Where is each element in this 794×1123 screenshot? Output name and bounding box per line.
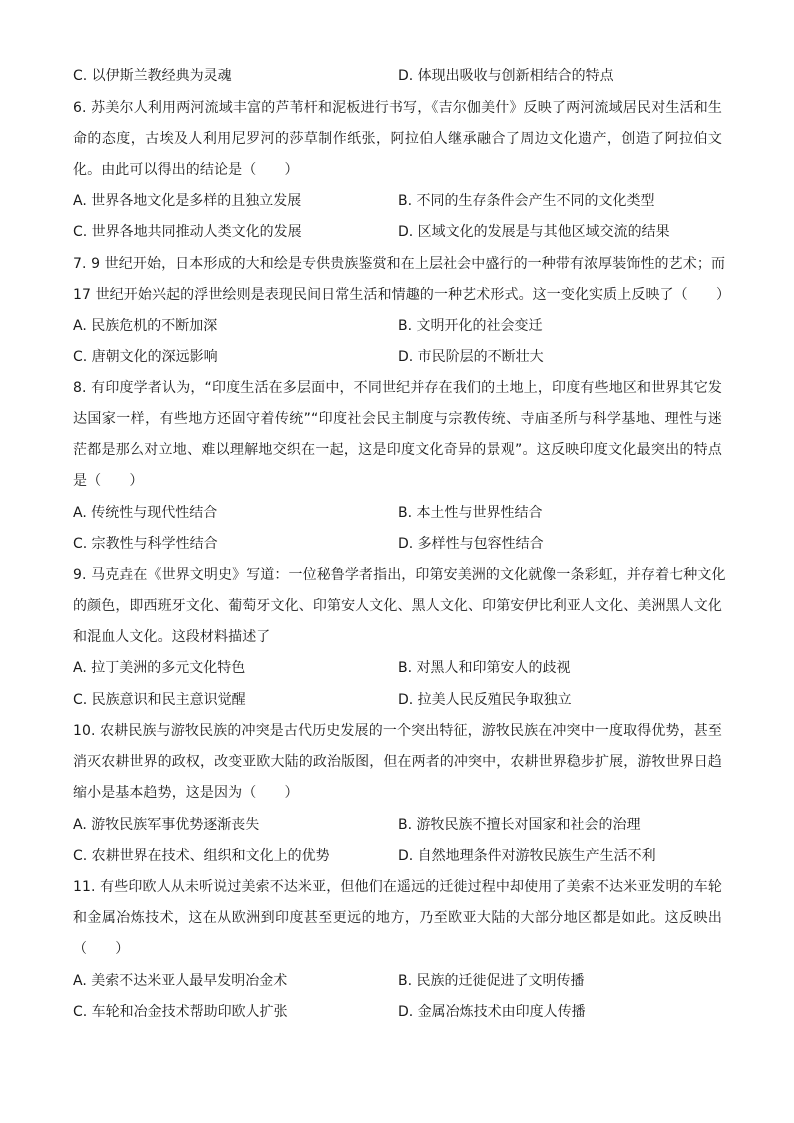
q11-option-a: A. 美索不达米亚人最早发明冶金术 — [73, 973, 288, 989]
q11-stem-line-1: 11. 有些印欧人从未听说过美索不达米亚，但他们在遥远的迁徙过程中却使用了美索不达米亚发明的车轮 — [73, 879, 722, 895]
q7-option-d: D. 市民阶层的不断壮大 — [398, 349, 544, 365]
q8-option-a: A. 传统性与现代性结合 — [73, 505, 218, 521]
q11-option-c: C. 车轮和冶金技术帮助印欧人扩张 — [73, 1004, 288, 1020]
q7-stem-line-1: 7. 9 世纪开始，日本形成的大和绘是专供贵族鉴赏和在上层社会中盛行的一种带有浓厚装饰性的艺术；而 — [73, 256, 726, 272]
q11-stem-line-2: 和金属冶炼技术，这在从欧洲到印度甚至更远的地方，乃至欧亚大陆的大部分地区都是如此。这反映出 — [73, 910, 722, 926]
q6-stem-line-3: 化。由此可以得出的结论是（ ） — [73, 162, 299, 178]
q8-option-b: B. 本土性与世界性结合 — [398, 505, 543, 521]
q8-stem-line-2: 达国家一样，有些地方还固守着传统”“印度社会民主制度与宗教传统、寺庙圣所与科学基地、理性与迷 — [73, 411, 722, 427]
q6-option-b: B. 不同的生存条件会产生不同的文化类型 — [398, 193, 655, 209]
q9-option-c: C. 民族意识和民主意识觉醒 — [73, 692, 246, 708]
q10-option-d: D. 自然地理条件对游牧民族生产生活不利 — [398, 848, 656, 864]
q7-option-b: B. 文明开化的社会变迁 — [398, 318, 543, 334]
q9-stem-line-1: 9. 马克垚在《世界文明史》写道：一位秘鲁学者指出，印第安美洲的文化就像一条彩虹，并存着七种文化 — [73, 567, 726, 583]
q5-option-d: D. 体现出吸收与创新相结合的特点 — [398, 68, 614, 84]
q10-option-a: A. 游牧民族军事优势逐渐丧失 — [73, 817, 260, 833]
q11-option-b: B. 民族的迁徙促进了文明传播 — [398, 973, 585, 989]
q11-option-d: D. 金属冶炼技术由印度人传播 — [398, 1004, 586, 1020]
q6-stem-line-1: 6. 苏美尔人利用两河流域丰富的芦苇杆和泥板进行书写，《吉尔伽美什》反映了两河流域居民对生活和生 — [73, 100, 722, 116]
q7-option-a: A. 民族危机的不断加深 — [73, 318, 218, 334]
q7-stem-line-2: 17 世纪开始兴起的浮世绘则是表现民间日常生活和情趣的一种艺术形式。这一变化实质上反映了（ ） — [73, 287, 731, 303]
q10-stem-line-3: 缩小是基本趋势，这是因为（ ） — [73, 785, 299, 801]
q10-option-b: B. 游牧民族不擅长对国家和社会的治理 — [398, 817, 641, 833]
q7-option-c: C. 唐朝文化的深远影响 — [73, 349, 218, 365]
q11-stem-line-3: （ ） — [73, 941, 130, 957]
q9-option-d: D. 拉美人民反殖民争取独立 — [398, 692, 572, 708]
q10-stem-line-1: 10. 农耕民族与游牧民族的冲突是古代历史发展的一个突出特征，游牧民族在冲突中一度取得优势，甚至 — [73, 723, 722, 739]
q8-stem-line-4: 是（ ） — [73, 473, 144, 489]
q6-option-a: A. 世界各地文化是多样的且独立发展 — [73, 193, 302, 209]
q8-stem-line-3: 茫都是那么对立地、难以理解地交织在一起，这是印度文化奇异的景观”。这反映印度文化最突出的特点 — [73, 442, 722, 458]
q6-option-c: C. 世界各地共同推动人类文化的发展 — [73, 224, 302, 240]
q10-option-c: C. 农耕世界在技术、组织和文化上的优势 — [73, 848, 330, 864]
q6-option-d: D. 区域文化的发展是与其他区域交流的结果 — [398, 224, 670, 240]
q9-stem-line-2: 的颜色，即西班牙文化、葡萄牙文化、印第安人文化、黑人文化、印第安伊比利亚人文化、美洲黑人文化 — [73, 598, 722, 614]
q10-stem-line-2: 消灭农耕世界的政权，改变亚欧大陆的政治版图，但在两者的冲突中，农耕世界稳步扩展，游牧世界日趋 — [73, 754, 722, 770]
q9-option-b: B. 对黑人和印第安人的歧视 — [398, 660, 571, 676]
q6-stem-line-2: 命的态度，古埃及人利用尼罗河的莎草制作纸张，阿拉伯人继承融合了周边文化遗产，创造了阿拉伯文 — [73, 131, 722, 147]
q8-stem-line-1: 8. 有印度学者认为，“印度生活在多层面中，不同世纪并存在我们的土地上，印度有些地区和世界其它发 — [73, 380, 722, 396]
q5-option-c: C. 以伊斯兰教经典为灵魂 — [73, 68, 232, 84]
q8-option-d: D. 多样性与包容性结合 — [398, 536, 544, 552]
q8-option-c: C. 宗教性与科学性结合 — [73, 536, 218, 552]
q9-option-a: A. 拉丁美洲的多元文化特色 — [73, 660, 246, 676]
q9-stem-line-3: 和混血人文化。这段材料描述了 — [73, 629, 271, 645]
